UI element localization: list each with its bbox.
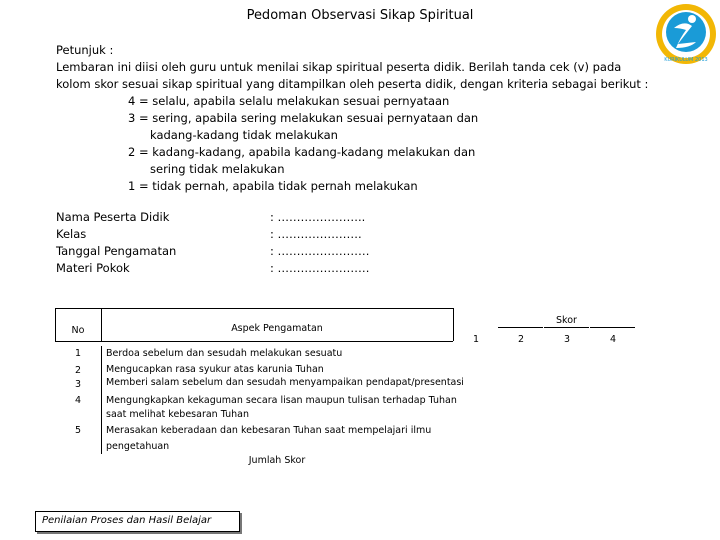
observation-date-label: Tanggal Pengamatan (56, 244, 177, 258)
criteria-1: 1 = tidak pernah, apabila tidak pernah melakukan (128, 179, 418, 193)
instructions-line-2: kolom skor sesuai sikap spiritual yang ditampilkan oleh peserta didik, dengan kriteria sebagai berikut : (56, 77, 649, 91)
criteria-2-cont: sering tidak melakukan (150, 162, 285, 176)
class-label: Kelas (56, 227, 87, 241)
svg-text:KURIKULUM 2013: KURIKULUM 2013 (664, 57, 708, 63)
kurikulum-2013-logo-icon (654, 2, 718, 66)
aspect-text: Mengungkapkan kekaguman secara lisan maupun tulisan terhadap Tuhan (106, 395, 457, 406)
aspect-text: Mengucapkan rasa syukur atas karunia Tuhan (106, 364, 324, 375)
score-header-4: 4 (609, 334, 617, 345)
score-header-1: 1 (472, 334, 480, 345)
total-score-label: Jumlah Skor (248, 455, 306, 466)
row-number: 2 (74, 365, 82, 376)
column-header-no: No (71, 325, 85, 336)
aspect-text: Merasakan keberadaan dan kebesaran Tuhan saat mempelajari ilmu (106, 425, 432, 436)
footer-text: Penilaian Proses dan Hasil Belajar (42, 515, 212, 526)
column-header-aspect: Aspek Pengamatan (231, 323, 323, 334)
aspect-text: Memberi salam sebelum dan sesudah menyampaikan pendapat/presentasi (106, 377, 464, 388)
row-number: 3 (74, 379, 82, 390)
class-field: : …………………. (270, 227, 362, 241)
aspect-text: Berdoa sebelum dan sesudah melakukan sesuatu (106, 348, 343, 359)
student-name-field: : ………………….. (270, 210, 366, 224)
criteria-3-cont: kadang-kadang tidak melakukan (150, 128, 338, 142)
topic-label: Materi Pokok (56, 261, 130, 275)
aspect-text-cont: saat melihat kebesaran Tuhan (106, 409, 249, 420)
topic-field: : …………………… (270, 261, 370, 275)
observation-date-field: : …………………… (270, 244, 370, 258)
page-title: Pedoman Observasi Sikap Spiritual (246, 8, 474, 23)
row-number: 5 (74, 425, 82, 436)
row-number: 1 (74, 348, 82, 359)
footer-banner (35, 511, 240, 532)
column-header-score: Skor (556, 315, 577, 326)
instructions-line-1: Lembaran ini diisi oleh guru untuk menilai sikap spiritual peserta didik. Berilah tanda cek (v) pada (56, 60, 622, 74)
instructions-heading: Petunjuk : (56, 43, 114, 57)
row-number: 4 (74, 395, 82, 406)
criteria-2: 2 = kadang-kadang, apabila kadang-kadang melakukan dan (128, 145, 476, 159)
criteria-3: 3 = sering, apabila sering melakukan sesuai pernyataan dan (128, 111, 479, 125)
criteria-4: 4 = selalu, apabila selalu melakukan sesuai pernyataan (128, 94, 450, 108)
student-name-label: Nama Peserta Didik (56, 210, 170, 224)
score-header-3: 3 (563, 334, 571, 345)
aspect-text-cont: pengetahuan (106, 441, 170, 452)
score-header-2: 2 (517, 334, 525, 345)
